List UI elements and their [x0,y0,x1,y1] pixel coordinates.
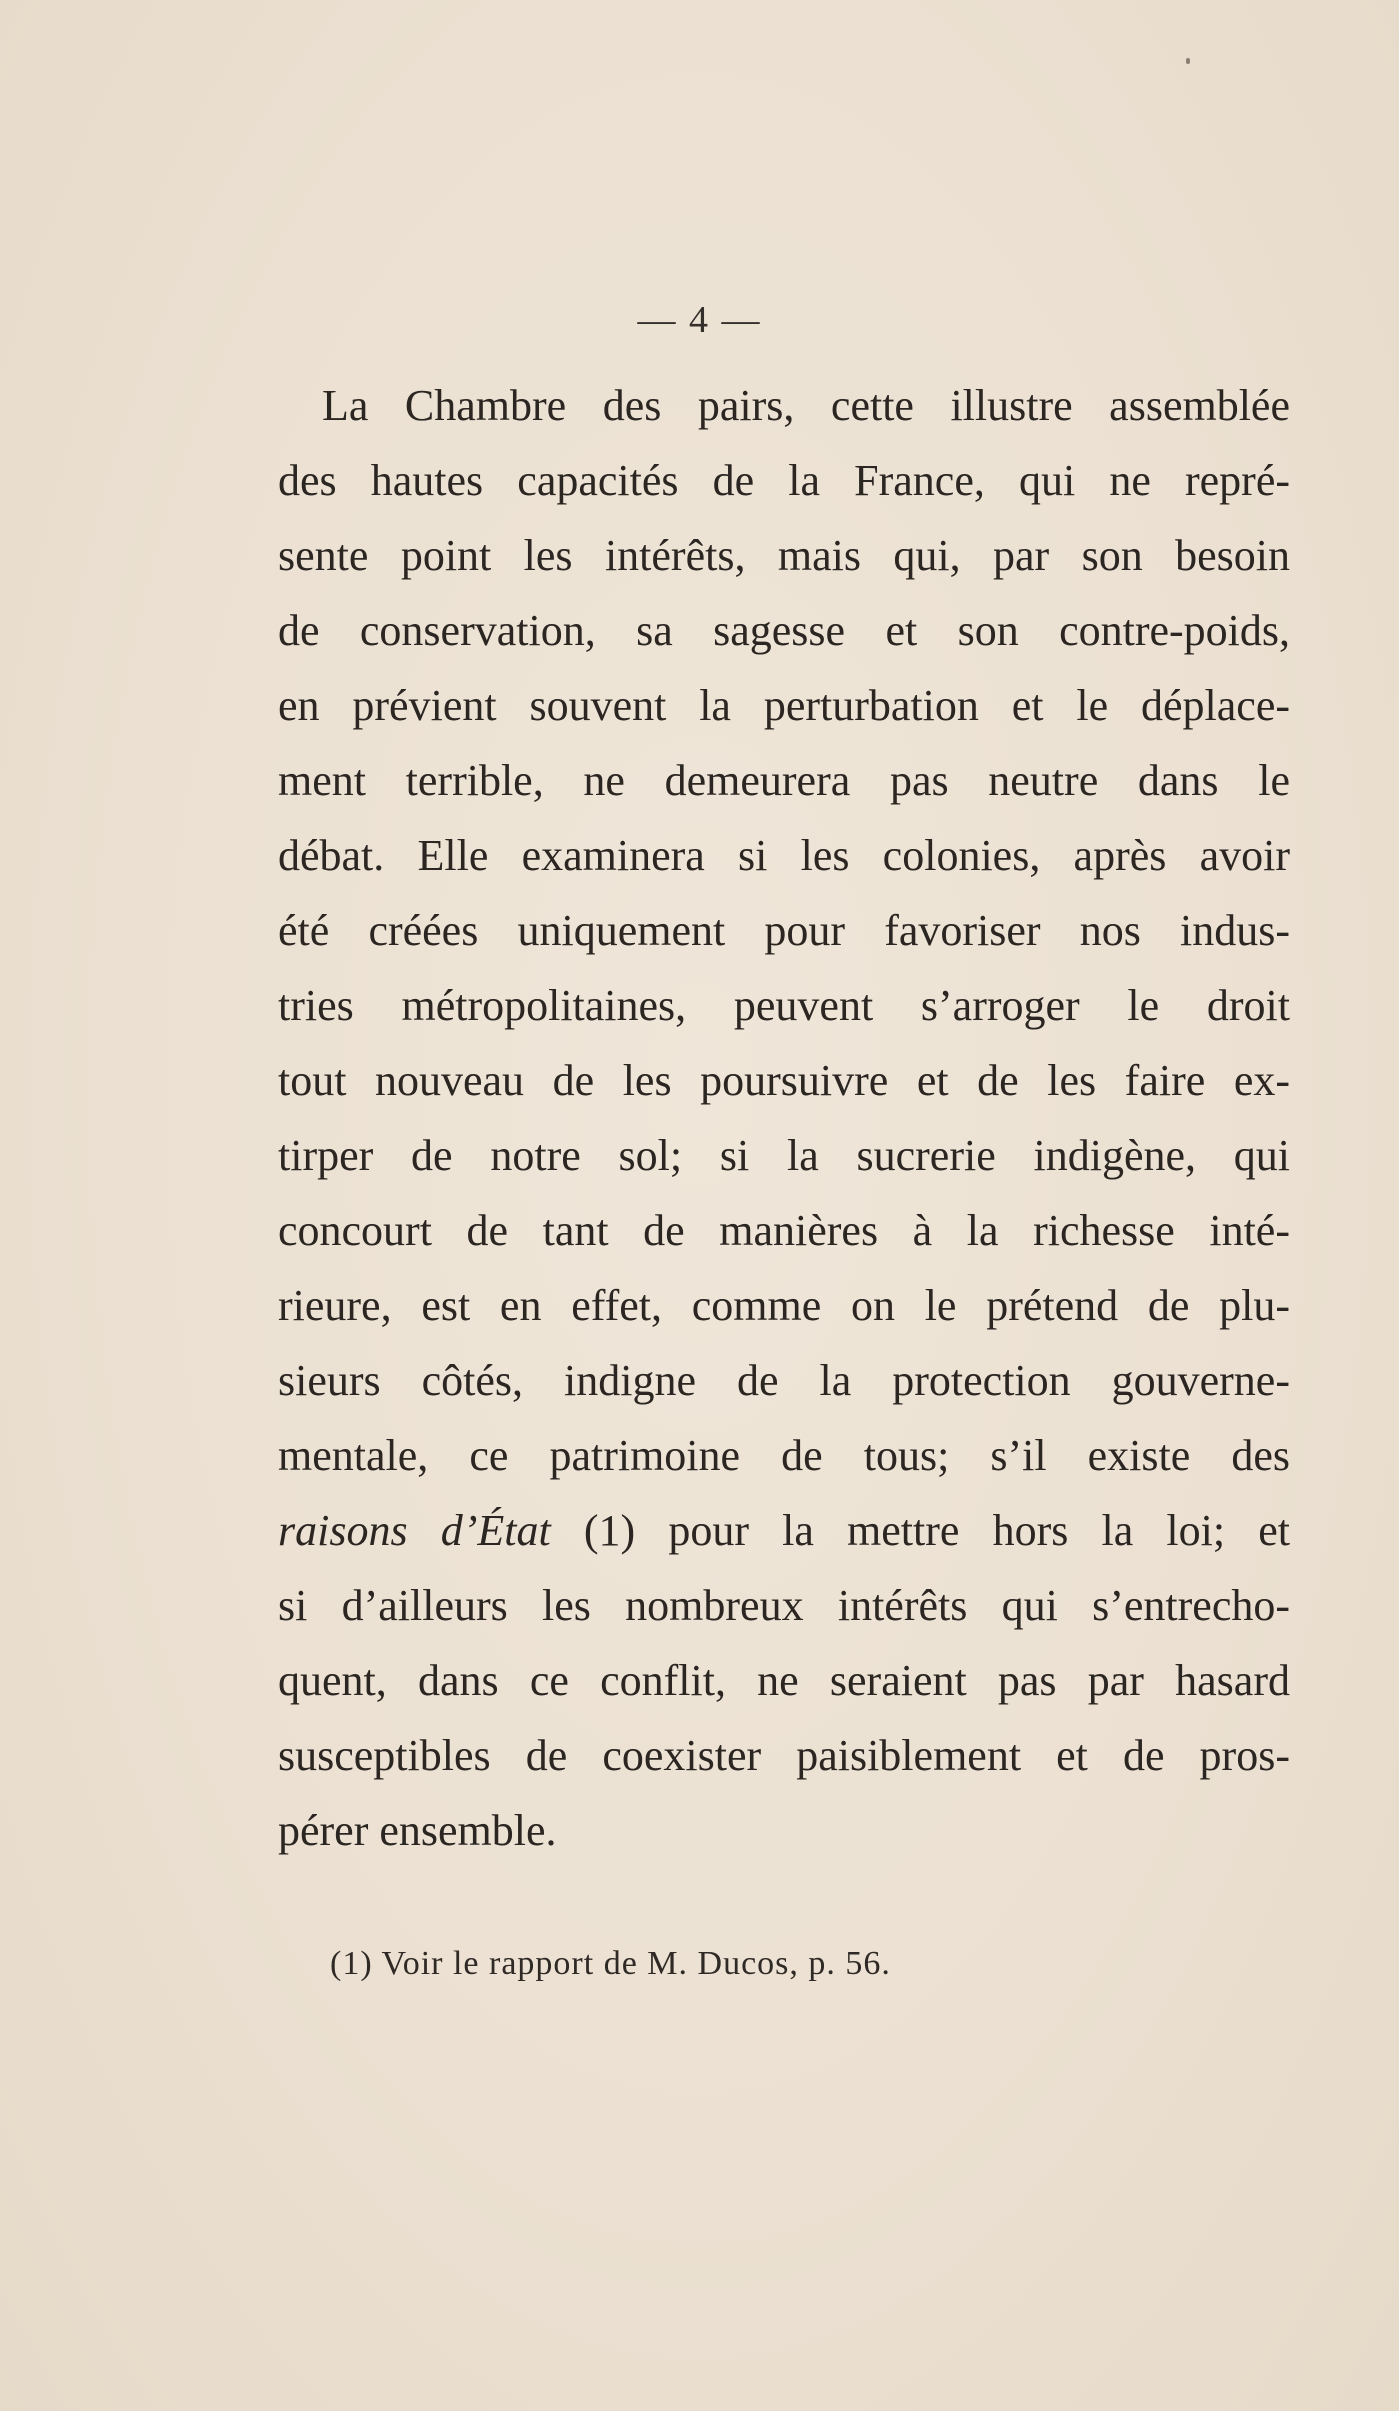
text-line: débat. Elle examinera si les colonies, après avoir [278,831,1290,880]
text-line-rest: (1) pour la mettre hors la loi; et [550,1506,1290,1555]
page-number: — 4 — [637,299,762,341]
footnote: (1) Voir le rapport de M. Ducos, p. 56. [330,1945,891,1982]
text-line: sente point les intérêts, mais qui, par son besoin [278,531,1290,580]
text-line-with-footnote-ref [278,1493,1290,1568]
text-line: quent, dans ce conflit, ne seraient pas par hasard [278,1656,1290,1705]
text-line-last: pérer ensemble. [278,1806,557,1855]
text-line: de conservation, sa sagesse et son contre-poids, [278,606,1290,655]
text-line: ment terrible, ne demeurera pas neutre dans le [278,756,1290,805]
ink-speck [1186,58,1190,64]
text-line: rieure, est en effet, comme on le prétend de plu- [278,1281,1290,1330]
text-line: tirper de notre sol; si la sucrerie indigène, qui [278,1131,1290,1180]
text-line: tries métropolitaines, peuvent s’arroger le droit [278,981,1290,1030]
text-line: mentale, ce patrimoine de tous; s’il existe des [278,1431,1290,1480]
text-line: susceptibles de coexister paisiblement et de pros- [278,1731,1290,1780]
text-line: des hautes capacités de la France, qui ne repré- [278,456,1290,505]
text-line: été créées uniquement pour favoriser nos indus- [278,906,1290,955]
body-text [278,368,1290,1868]
text-line: tout nouveau de les poursuivre et de les faire ex- [278,1056,1290,1105]
text-line: en prévient souvent la perturbation et le déplace- [278,681,1290,730]
italic-phrase: raisons d’État [278,1506,551,1555]
text-line: si d’ailleurs les nombreux intérêts qui s’entrecho- [278,1581,1290,1630]
text-line: sieurs côtés, indigne de la protection gouverne- [278,1356,1290,1405]
text-line: La Chambre des pairs, cette illustre assemblée [322,381,1290,430]
text-line: concourt de tant de manières à la richesse inté- [278,1206,1290,1255]
